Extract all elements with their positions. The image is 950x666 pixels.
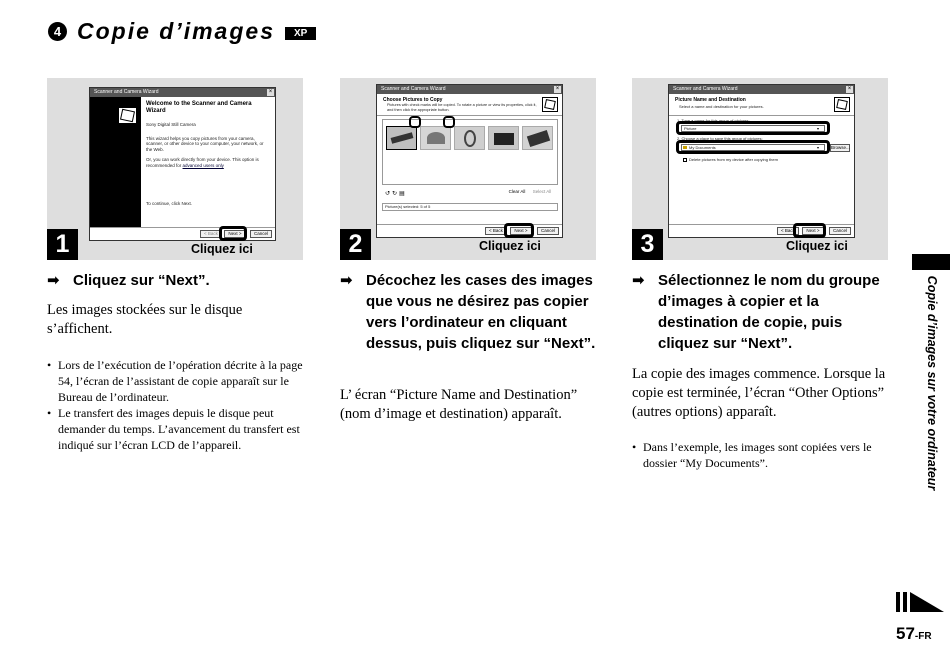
cancel-button[interactable]: Cancel bbox=[537, 227, 559, 235]
next-button[interactable]: Next > bbox=[224, 230, 246, 238]
rotate-toolbar[interactable] bbox=[385, 190, 407, 197]
wizard-window-choose-pictures bbox=[376, 84, 563, 238]
wizard-header-band bbox=[669, 94, 854, 116]
note-item: • Dans l’exemple, les images sont copiées vers le dossier “My Documents”. bbox=[632, 439, 890, 471]
thumbnail-photo bbox=[527, 130, 550, 147]
clear-all-button[interactable]: Clear All bbox=[508, 189, 526, 194]
select-all-button[interactable]: Select All bbox=[532, 189, 552, 194]
step-number: 3 bbox=[632, 229, 663, 260]
rotate-left-icon[interactable]: ↺ bbox=[385, 190, 393, 197]
step-1-instruction: Cliquez sur “Next”. bbox=[73, 272, 210, 289]
back-button[interactable]: < Back bbox=[485, 227, 507, 235]
back-button[interactable]: < Back bbox=[200, 230, 222, 238]
click-here-label: Cliquez ici bbox=[479, 239, 541, 253]
wizard-option-text: Or, you can work directly from your device. This option is recommended for bbox=[146, 157, 259, 168]
thumbnail[interactable] bbox=[488, 126, 519, 150]
step-3-notes bbox=[632, 439, 890, 471]
step-1-body: Les images stockées sur le disque s’affichent. bbox=[47, 302, 243, 337]
step-1-notes bbox=[47, 357, 305, 453]
camera-wizard-icon bbox=[542, 97, 558, 112]
wizard-description: This wizard helps you copy pictures from your camera, scanner, or other device to your computer, your network, or the Web. bbox=[146, 135, 264, 152]
destination-label: 2. Choose a place to save this group of pictures: bbox=[677, 136, 763, 141]
group-name-input[interactable]: Picture bbox=[681, 125, 825, 132]
note-item: • Le transfert des images depuis le disque peut demander du temps. L’avancement du transfert est indiqué sur l’écran LCD de l’appareil. bbox=[47, 405, 305, 453]
rotate-right-icon[interactable]: ↻ bbox=[392, 190, 400, 197]
next-highlight bbox=[793, 223, 826, 238]
wizard-heading: Choose Pictures to Copy bbox=[383, 97, 443, 103]
page-number bbox=[896, 624, 932, 644]
window-title: Scanner and Camera Wizard bbox=[381, 86, 446, 92]
selection-status: Picture(s) selected: 5 of 5 bbox=[382, 203, 558, 211]
step-number: 1 bbox=[47, 229, 78, 260]
step-2-body: L’ écran “Picture Name and Destination” (nom d’image et destination) apparaît. bbox=[340, 387, 578, 422]
page-number-suffix: -FR bbox=[914, 631, 932, 642]
xp-badge: XP bbox=[285, 27, 316, 40]
continue-arrow-icon bbox=[896, 592, 946, 612]
next-highlight bbox=[219, 226, 247, 241]
chevron-down-icon[interactable]: ▾ bbox=[817, 126, 820, 131]
properties-icon[interactable]: ▤ bbox=[399, 190, 407, 197]
cancel-button[interactable]: Cancel bbox=[250, 230, 272, 238]
click-here-label: Cliquez ici bbox=[191, 242, 253, 256]
destination-field-highlight bbox=[676, 140, 830, 154]
thumbnail-photo bbox=[391, 132, 414, 143]
window-title-bar bbox=[90, 88, 275, 97]
thumbnail-photo bbox=[494, 133, 514, 145]
wizard-heading: Picture Name and Destination bbox=[675, 97, 746, 103]
step-3-instruction: Sélectionnez le nom du groupe d’images à copier et la destination de copie, puis cliquez sur “Next”. bbox=[658, 272, 880, 352]
delete-after-copy-checkbox[interactable] bbox=[683, 157, 778, 163]
button-divider bbox=[90, 227, 275, 228]
device-name: Sony Digital Still Camera bbox=[146, 122, 196, 127]
camera-wizard-icon bbox=[118, 107, 137, 124]
section-number: 4 bbox=[48, 22, 67, 41]
click-here-label: Cliquez ici bbox=[786, 239, 848, 253]
chapter-label: Copie d’images sur votre ordinateur bbox=[925, 275, 939, 491]
checkbox-highlight bbox=[409, 116, 421, 128]
window-title-bar bbox=[669, 85, 854, 94]
step-2-instruction: Décochez les cases des images que vous ne désirez pas copier vers l’ordinateur en cliquant dessus, puis cliquez sur “Next”. bbox=[366, 272, 596, 352]
thumbnail[interactable] bbox=[454, 126, 485, 150]
checkbox-label: Delete pictures from my device after copying them bbox=[689, 157, 778, 162]
wizard-description-2 bbox=[146, 157, 271, 168]
chapter-tab bbox=[912, 254, 950, 270]
destination-select[interactable]: My Documents bbox=[681, 144, 825, 151]
window-title-bar bbox=[377, 85, 562, 94]
page-title: Copie d’images bbox=[77, 18, 275, 44]
next-button[interactable]: Next > bbox=[510, 227, 532, 235]
step-3-body: La copie des images commence. Lorsque la copie est terminée, l’écran “Other Options” (autres options) apparaît. bbox=[632, 366, 886, 420]
next-highlight bbox=[504, 223, 534, 238]
wizard-black-sidebar bbox=[90, 97, 141, 227]
note-item: • Lors de l’exécution de l’opération décrite à la page 54, l’écran de l’assistant de copie apparaît sur le Bureau de l’ordinateur. bbox=[47, 357, 305, 405]
group-name-label: 1. Type a name for this group of pictures: bbox=[677, 118, 750, 123]
thumbnail[interactable] bbox=[522, 126, 553, 150]
button-divider bbox=[377, 224, 562, 225]
advanced-users-link[interactable]: advanced users only bbox=[182, 162, 224, 168]
step-2-panel bbox=[340, 78, 596, 260]
button-divider bbox=[669, 224, 854, 225]
arrow-icon: ➡ bbox=[632, 271, 645, 289]
step-1-panel bbox=[47, 78, 303, 260]
wizard-subheading: Select a name and destination for your pictures. bbox=[679, 104, 764, 109]
thumbnail-photo bbox=[464, 130, 476, 147]
window-title: Scanner and Camera Wizard bbox=[673, 86, 738, 92]
arrow-icon: ➡ bbox=[47, 271, 60, 289]
page-number-value: 57 bbox=[896, 624, 915, 643]
wizard-heading: Welcome to the Scanner and Camera Wizard bbox=[146, 101, 252, 114]
browse-button[interactable]: Browse... bbox=[831, 145, 850, 150]
window-title: Scanner and Camera Wizard bbox=[94, 89, 159, 95]
step-number: 2 bbox=[340, 229, 371, 260]
checkbox-highlight bbox=[443, 116, 455, 128]
close-icon[interactable]: × bbox=[555, 86, 560, 92]
wizard-header-band bbox=[377, 94, 562, 116]
close-icon[interactable]: × bbox=[847, 86, 852, 92]
thumbnail[interactable] bbox=[386, 126, 417, 150]
cancel-button[interactable]: Cancel bbox=[829, 227, 851, 235]
wizard-window-welcome bbox=[89, 87, 276, 241]
name-field-highlight bbox=[676, 121, 830, 135]
arrow-icon: ➡ bbox=[340, 271, 353, 289]
thumbnail[interactable] bbox=[420, 126, 451, 150]
chevron-down-icon[interactable]: ▾ bbox=[817, 145, 820, 150]
step-3-panel bbox=[632, 78, 888, 260]
wizard-window-name-destination bbox=[668, 84, 855, 238]
next-button[interactable]: Next > bbox=[802, 227, 824, 235]
camera-wizard-icon bbox=[834, 97, 850, 112]
back-button[interactable]: < Back bbox=[777, 227, 799, 235]
wizard-subheading: Pictures with check marks will be copied. To rotate a picture or view its properties, click it, and then click the appropriate button. bbox=[387, 103, 537, 112]
page-header bbox=[48, 18, 316, 45]
thumbnail-photo bbox=[427, 132, 445, 144]
close-icon[interactable]: × bbox=[268, 89, 273, 95]
thumbnail-list bbox=[382, 119, 558, 185]
continue-text: To continue, click Next. bbox=[146, 201, 193, 206]
checkbox-icon[interactable] bbox=[683, 158, 687, 162]
